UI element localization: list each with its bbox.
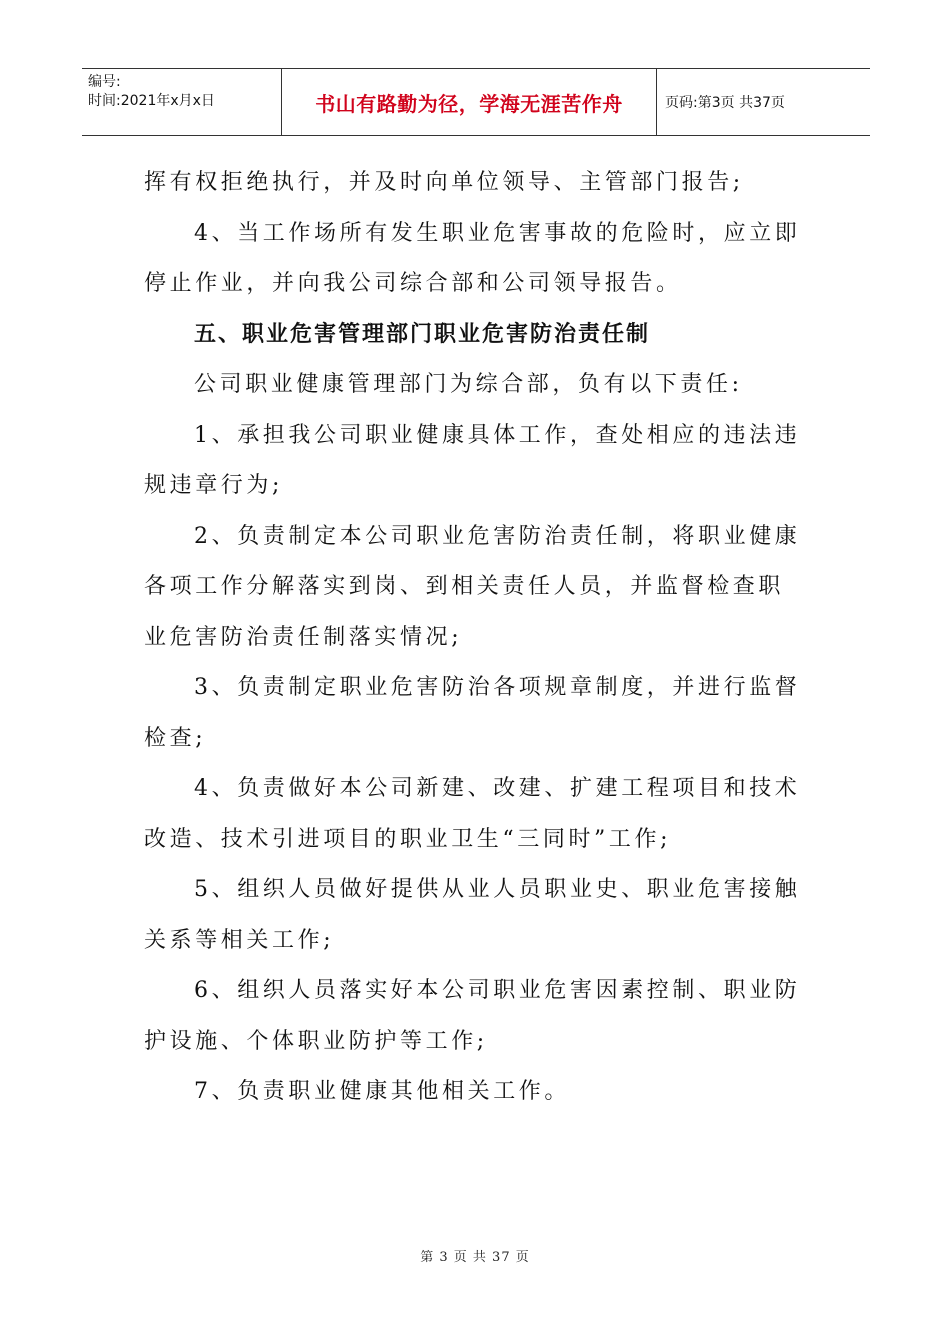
body-paragraph: 6、组织人员落实好本公司职业危害因素控制、职业防护设施、个体职业防护等工作;: [144, 978, 801, 1054]
body-paragraph: 公司职业健康管理部门为综合部，负有以下责任:: [194, 372, 743, 397]
document-time-label: 时间:2021年x月x日: [88, 93, 215, 109]
header-meta: [82, 69, 282, 135]
body-paragraph: 7、负责职业健康其他相关工作。: [194, 1079, 570, 1104]
document-body: [144, 158, 808, 1118]
body-paragraph: 3、负责制定职业危害防治各项规章制度，并进行监督检查;: [144, 675, 801, 751]
section-heading: 五、职业危害管理部门职业危害防治责任制: [194, 321, 651, 347]
body-paragraph: 4、负责做好本公司新建、改建、扩建工程项目和技术改造、技术引进项目的职业卫生“三同时”工作;: [144, 776, 801, 852]
body-paragraph: 挥有权拒绝执行，并及时向单位领导、主管部门报告;: [144, 170, 744, 195]
document-number-label: 编号:: [88, 74, 121, 90]
body-paragraph: 5、组织人员做好提供从业人员职业史、职业危害接触关系等相关工作;: [144, 877, 801, 953]
header-page-info: 页码:第3页 共37页: [665, 95, 785, 111]
body-paragraph: 2、负责制定本公司职业危害防治责任制，将职业健康各项工作分解落实到岗、到相关责任人员，并监督检查职业危害防治责任制落实情况;: [144, 523, 801, 650]
header-motto: 书山有路勤为径，学海无涯苦作舟: [282, 69, 657, 135]
page-footer: 第 3 页 共 37 页: [420, 1250, 530, 1265]
body-paragraph: 4、当工作场所有发生职业危害事故的危险时，应立即停止作业，并向我公司综合部和公司领导报告。: [144, 220, 801, 296]
body-paragraph: 1、承担我公司职业健康具体工作，查处相应的违法违规违章行为;: [144, 422, 801, 498]
page-header: [82, 68, 870, 136]
